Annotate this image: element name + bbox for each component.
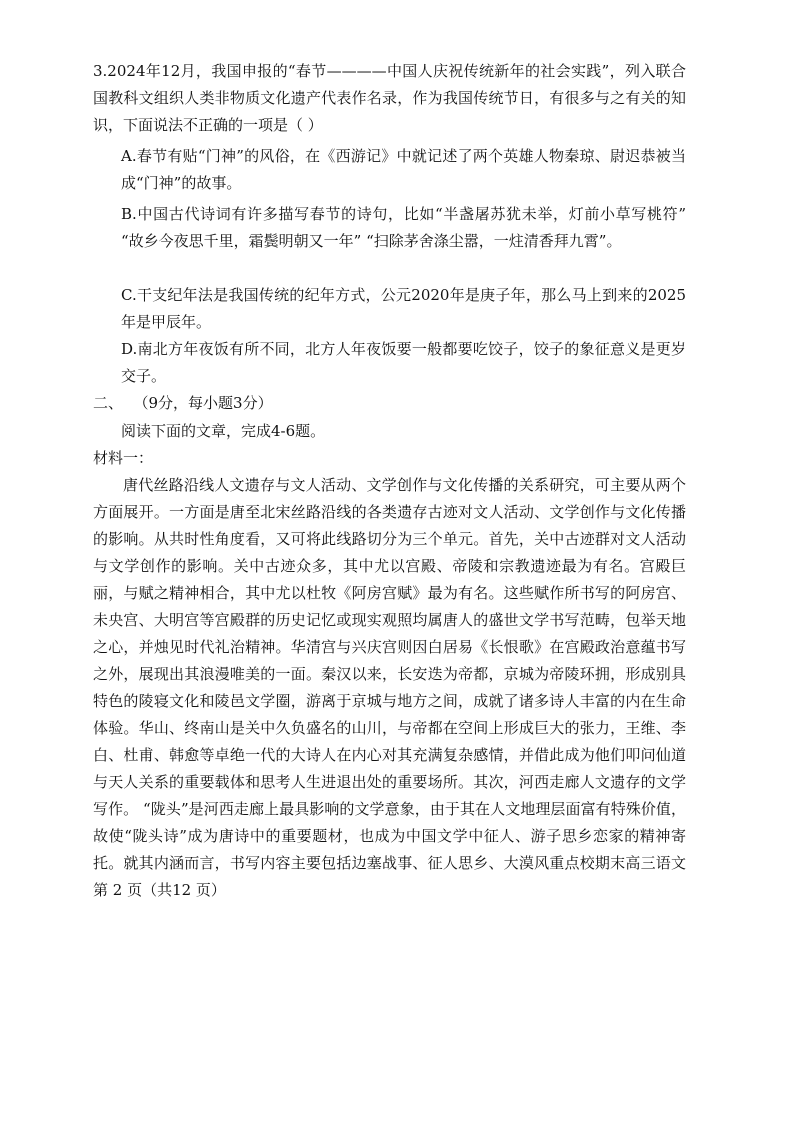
material-1-title: 材料一：	[93, 449, 154, 467]
question-3-option-a: A.春节有贴“门神”的风俗，在《西游记》中就记述了两个英雄人物秦琼、尉迟恭被当成“门神”的故事。	[121, 147, 686, 192]
question-3-option-d: D.南北方年夜饭有所不同，北方人年夜饭要一般都要吃饺子，饺子的象征意义是更岁交子。	[121, 340, 686, 385]
section-2-number: 二、	[93, 394, 124, 412]
section-2-instruction: 阅读下面的文章，完成4-6题。	[121, 422, 326, 440]
section-2-heading	[93, 390, 686, 417]
section-2-score: （9分，每小题3分）	[141, 394, 273, 412]
question-3-option-b: B.中国古代诗词有许多描写春节的诗句，比如“半盏屠苏犹未举，灯前小草写桃符” “故乡今夜思千里，霜鬓明朝又一年” “扫除茅舍涤尘嚣，一炷清香拜九霄”。	[121, 205, 686, 250]
question-3-stem: 3.2024年12月，我国申报的“春节————中国人庆祝传统新年的社会实践”，列入联合国教科文组织人类非物质文化遗产代表作名录，作为我国传统节日，有很多与之有关的知识，下面说法不正确的一项是（ ）	[93, 62, 686, 134]
material-1-passage: 唐代丝路沿线人文遗存与文人活动、文学创作与文化传播的关系研究，可主要从两个方面展开。一方面是唐至北宋丝路沿线的各类遗存古迹对文人活动、文学创作与文化传播的影响。从共时性角度看，又可将此线路切分为三个单元。首先，关中古迹群对文人活动与文学创作的影响。关中古迹众多，其中尤以宫殿、帝陵和宗教遗迹最为有名。宫殿巨丽，与赋之精神相合，其中尤以杜牧《阿房宫赋》最为有名。这些赋作所书写的阿房宫、未央宫、大明宫等宫殿群的历史记忆或现实观照均属唐人的盛世文学书写范畴，包举天地之心，并烛见时代礼治精神。华清宫与兴庆宫则因白居易《长恨歌》在宫殿政治意蕴书写之外，展现出其浪漫唯美的一面。秦汉以来，长安迭为帝都，京城为帝陵环拥，形成别具特色的陵寝文化和陵邑文学圈，游离于京城与地方之间，成就了诸多诗人丰富的内在生命体验。华山、终南山是关中久负盛名的山川，与帝都在空间上形成巨大的张力，王维、李白、杜甫、韩愈等卓绝一代的大诗人在内心对其充满复杂感情，并借此成为他们叩问仙道与天人关系的重要载体和思考人生进退出处的重要场所。其次，河西走廊人文遗存的文学写作。 “陇头”是河西走廊上最具影响的文学意象，由于其在人文地理层面富有特殊价值，故使“陇头诗”成为唐诗中的重要题材，也成为中国文学中征人、游子思乡恋家的精神寄托。就其内涵而言，书写内容主要包括边塞战事、征人思乡、大漠风重点校期末高三语文 第 2 页（共12 页）	[93, 476, 686, 899]
question-3-option-c: C.干支纪年法是我国传统的纪年方式，公元2020年是庚子年，那么马上到来的2025年是甲辰年。	[121, 286, 686, 331]
